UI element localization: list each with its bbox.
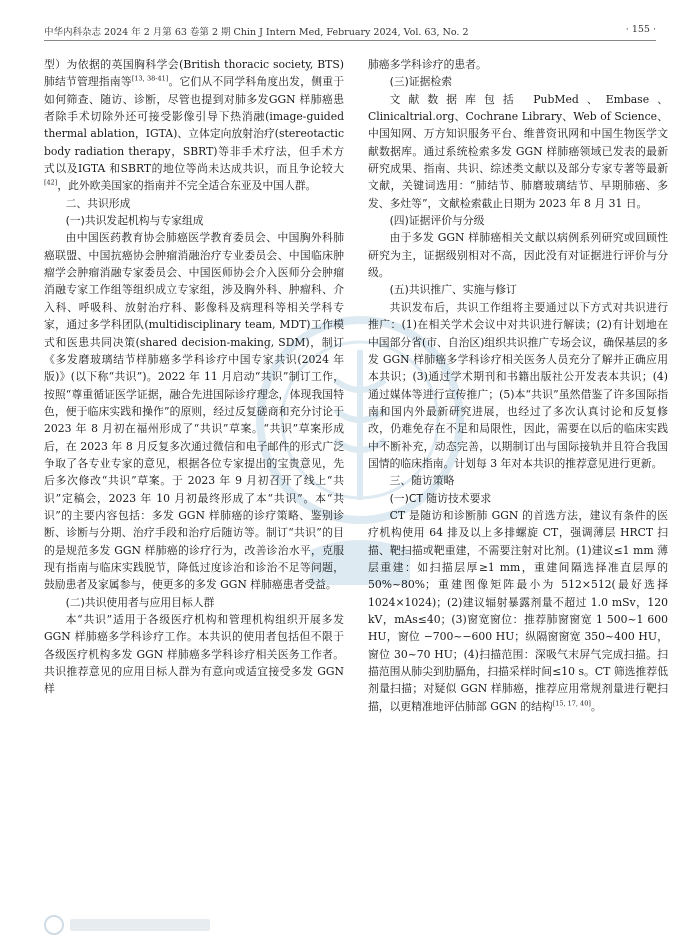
paragraph-text: 。 [590, 699, 602, 713]
paragraph-text: (三)证据检索 [389, 75, 453, 89]
paragraph-text: 二、共识形成 [65, 196, 131, 210]
section-heading [44, 212, 344, 229]
paragraph-text: CT 是随访和诊断肺 GGN 的首选方法，建议有条件的医疗机构使用 64 排及以上多排螺旋 CT，强调薄层 HRCT 扫描、靶扫描或靶重建，不需要注射对比剂。(1)建议≤1 mm 薄层重建：如扫描层厚≥1 mm，重建间隔选择准直层厚的 50%~80%；重建图像矩阵最小为 512×512(最好选择 1024×1024)；(2)建议辐射暴露剂量不超过 1.0 mSv，120 kV，mAs≤40；(3)窗宽窗位：推荐肺窗窗宽 1 500~1 600 HU，窗位 −700~−600 HU；纵隔窗窗宽 350~400 HU，窗位 30~70 HU；(4)扫描范围：深吸气末屏气完成扫描。扫描范围从肺尖到肋膈角，扫描采样时间≤10 s。CT 筛选推荐低剂量扫描；对疑似 GGN 样肺癌，推荐应用常规剂量进行靶扫描，以更精准地评估肺部 GGN 的结构 [368, 508, 668, 713]
running-header [44, 20, 656, 41]
paragraph-text: 由于多发 GGN 样肺癌相关文献以病例系列研究或回顾性研究为主，证据级别相对不高，因此没有对证据进行评价与分级。 [368, 231, 668, 280]
paragraph-text: (一)CT 随访技术要求 [389, 491, 492, 505]
body-paragraph [44, 229, 344, 593]
body-paragraph [368, 56, 668, 73]
citation-superscript: [13, 38-41] [131, 74, 169, 83]
citation-superscript: [15, 17, 40] [552, 699, 591, 708]
paragraph-text: 三、随访策略 [389, 474, 455, 488]
paragraph-text: 。它们从不同学科角度出发，侧重于如何筛查、随访、诊断，尽管也提到对肺多发GGN 样肺癌患者除手术切除外还可接受影像引导下热消融(image-guided thermal ablation，IGTA)、立体定向放射治疗(stereotactic body radiation therapy，SBRT)等非手术疗法，但手术方式以及IGTA 和SBRT的地位等尚未达成共识，而且争论较大 [44, 75, 344, 176]
paragraph-text: ，此外欧美国家的指南并不完全适合东亚及中国人群。 [57, 179, 317, 193]
body-paragraph [44, 611, 344, 698]
citation-superscript: [42] [44, 178, 58, 187]
paragraph-text: (五)共识推广、实施与修订 [389, 283, 517, 297]
section-heading [368, 73, 668, 90]
paragraph-text: (二)共识使用者与应用目标人群 [65, 595, 215, 609]
section-heading [368, 212, 668, 229]
section-heading [368, 472, 668, 489]
journal-citation: 中华内科杂志 2024 年 2 月第 63 卷第 2 期 Chin J Intern Med, February 2024, Vol. 63, No. 2 [44, 27, 469, 38]
right-column [368, 56, 668, 916]
paragraph-text: 本“共识”适用于各级医疗机构和管理机构组织开展多发 GGN 样肺癌多学科诊疗工作。本共识的使用者包括但不限于各级医疗机构多发 GGN 样肺癌多学科诊疗相关医务工作者。共识推荐意见的应用目标人群为有意向或适宜接受多发 GGN 样 [44, 613, 344, 696]
page-number: · 155 · [625, 24, 656, 35]
section-heading [44, 594, 344, 611]
paragraph-text: 肺癌多学科诊疗的患者。 [368, 58, 487, 71]
left-column [44, 56, 344, 916]
body-paragraph [368, 229, 668, 281]
paragraph-text: 由中国医药教育协会肺癌医学教育委员会、中国胸外科肺癌联盟、中国抗癌协会肿瘤消融治疗专业委员会、中国临床肿瘤学会肿瘤消融专家委员会、中国医师协会介入医师分会肿瘤消融专家工作组等组织成立专家组，涉及胸外科、肿瘤科、介入科、呼吸科、放射治疗科、影像科及病理科等相关学科专家，通过多学科团队(multidisciplinary team, MDT)工作模式和医患共同决策(shared decision-making, SDM)，制订《多发磨玻璃结节样肺癌多学科诊疗中国专家共识(2024 年版)》(以下称“共识”)。2022 年 11 月启动“共识”制订工作，按照“尊重循证医学证据，融合先进国际诊疗理念，体现我国特色，便于临床实践和操作”的原则，经过反复磋商和充分讨论于 2023 年 8 月初在福州形成了“共识”草案。“共识”草案形成后，在 2023 年 8 月反复多次通过微信和电子邮件的形式广泛争取了各专业专家的意见，根据各位专家提出的宝贵意见，先后多次修改“共识”草案。于 2023 年 9 月初召开了线上“共识”定稿会，2023 年 10 月初最终形成了本“共识”。本“共识”的主要内容包括：多发 GGN 样肺癌的诊疗策略、鉴别诊断、诊断与分期、治疗手段和治疗后随访等。制订“共识”的目的是规范多发 GGN 样肺癌的诊疗行为，改善诊治水平，克服现有指南与临床实践脱节，降低过度诊治和诊治不足等问题，鼓励患者及家属参与，使更多的多发 GGN 样肺癌患者受益。 [44, 231, 344, 592]
publisher-logo-icon [44, 914, 214, 936]
body-paragraph [368, 507, 668, 715]
paragraph-text: (一)共识发起机构与专家组成 [65, 214, 204, 228]
body-paragraph [368, 299, 668, 472]
body-paragraph [368, 91, 668, 212]
section-heading [368, 281, 668, 298]
section-heading [44, 195, 344, 212]
paragraph-text: (四)证据评价与分级 [389, 214, 485, 228]
paragraph-text: 共识发布后，共识工作组将主要通过以下方式对共识进行推广：(1)在相关学术会议中对共识进行解读；(2)有计划地在中国部分省(市、自治区)组织共识推广专场会议，确保基层的多发 GGN 样肺癌多学科诊疗相关医务人员充分了解并正确应用本共识；(3)通过学术期刊和书籍出版社公开发表本共识；(4)通过媒体等进行宣传推广；(5)本“共识”虽然借鉴了许多国际指南和国内外最新研究进展，也经过了多次认真讨论和反复修改，仍难免存在不足和局限性，因此，需要在以后的临床实践中不断补充，动态完善，以期制订出与国际接轨并且符合我国国情的临床指南。计划每 3 年对本共识的推荐意见进行更新。 [368, 300, 668, 470]
section-heading [368, 490, 668, 507]
body-paragraph [44, 56, 344, 195]
paragraph-text: 型）为依据的英国胸科学会(British thoracic society, BTS)肺结节管理指南等 [44, 58, 344, 89]
paragraph-text: 文献数据库包括 PubMed、Embase、Clinicaltrial.org、Cochrane Library、Web of Science、中国知网、万方知识服务平台、维普资讯网和中国生物医学文献数据库。通过系统检索多发 GGN 样肺癌领域已发表的最新研究成果、指南、共识、综述类文献以及部分专家专著等最新文献，关键词选用：“肺结节、肺磨玻璃结节、早期肺癌、多发、多灶等”，文献检索截止日期为 2023 年 8 月 31 日。 [368, 92, 668, 210]
